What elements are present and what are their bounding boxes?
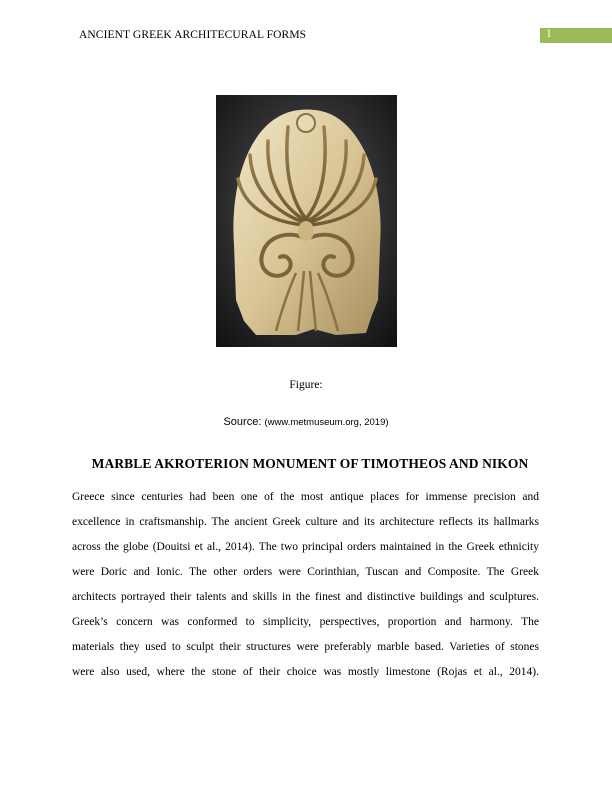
body-line: were Doric and Ionic. The other orders were Corinthian, Tuscan and Composite. The Greek [72,566,539,578]
akroterion-photo [216,95,397,347]
section-heading: MARBLE AKROTERION MONUMENT OF TIMOTHEOS AND NIKON [91,456,529,471]
body-line: excellence in craftsmanship. The ancient Greek culture and its architecture reflects its hallmarks [72,516,539,528]
body-paragraph [72,485,539,685]
body-line: architects portrayed their talents and skills in the finest and distinctive buildings and sculptures. [72,591,539,603]
body-line: materials they used to sculpt their structures were preferably marble based. Varieties of stones [72,641,539,653]
source-citation: (www.metmuseum.org, 2019) [264,417,389,428]
body-line: Greek’s concern was conformed to simplicity, perspectives, proportion and harmony. The [72,616,539,628]
page-number-box [540,28,612,43]
running-head: ANCIENT GREEK ARCHITECURAL FORMS [79,29,307,41]
body-line: were also used, where the stone of their choice was mostly limestone (Rojas et al., 2014). [72,666,539,678]
body-line: Greece since centuries had been one of the most antique places for immense precision and [72,491,539,503]
figure-source [0,416,612,428]
body-line: across the globe (Douitsi et al., 2014). The two principal orders maintained in the Greek ethnicity [72,541,539,553]
figure-caption: Figure: [289,379,323,391]
source-label: Source: [223,416,262,428]
page-number: 1 [546,28,552,40]
